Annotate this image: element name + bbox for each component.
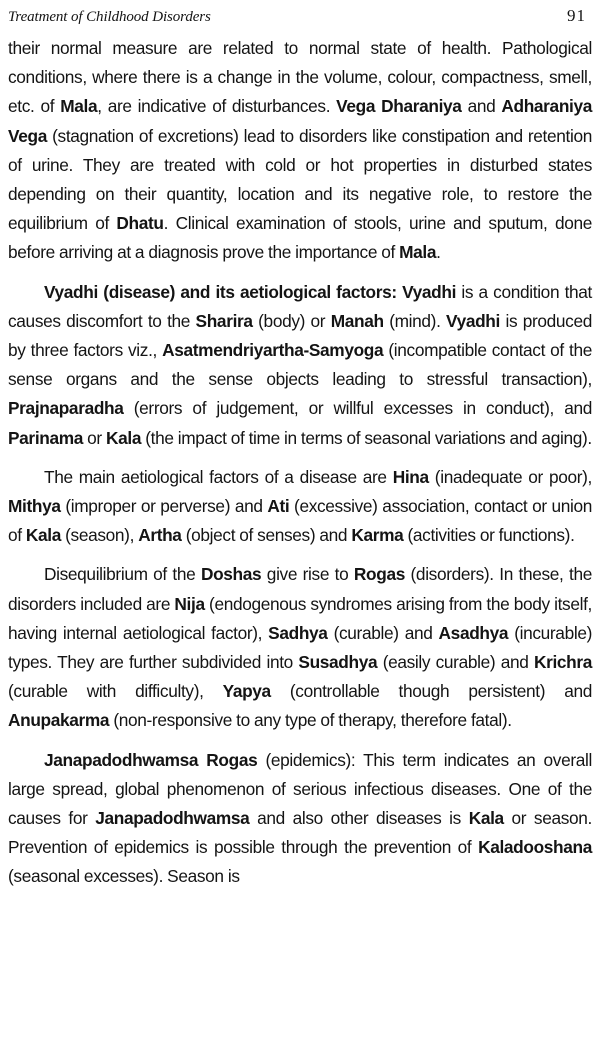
bold-term: Asatmendriyartha-Samyoga — [162, 340, 384, 361]
paragraph-aetiological-factors — [8, 463, 592, 551]
text-segment: (seasonal excesses). Season is — [8, 866, 240, 887]
bold-term: Yapya — [222, 681, 271, 702]
text-segment: or — [83, 427, 106, 448]
text-segment: and also other diseases is — [249, 808, 469, 829]
paragraph-janapadodhwamsa — [8, 746, 592, 892]
paragraph-vyadhi — [8, 278, 592, 453]
text-segment: (stagnation of excretions) lead to disorders like constipation and retention of urine. They are treated with cold or hot properties in disturbed states depending on their quantity, location and its negative role, to restore the equilibrium of — [8, 125, 592, 234]
bold-term: Dhatu — [116, 213, 164, 234]
text-segment: (inadequate or poor), — [428, 466, 592, 487]
bold-term: Anupakarma — [8, 710, 110, 731]
running-title: Treatment of Childhood Disorders — [8, 9, 211, 25]
text-segment: (epidemics): This term indicates an overall large spread, global phenomenon of serious infectious diseases. One of the causes for — [8, 749, 592, 829]
text-segment: , are indicative of disturbances. — [97, 96, 337, 117]
bold-term: Mala — [399, 242, 437, 263]
bold-term: Susadhya — [298, 652, 378, 673]
bold-term: Mala — [60, 96, 98, 117]
text-segment: (errors of judgement, or willful excesses in conduct), and — [123, 398, 592, 419]
bold-term: Kala — [25, 525, 61, 546]
bold-term: Vyadhi — [446, 310, 500, 331]
bold-term: Manah — [330, 310, 384, 331]
page-number: 91 — [567, 6, 586, 25]
text-segment: or season. Prevention of epidemics is possible through the prevention of — [8, 808, 592, 858]
bold-term: Parinama — [8, 427, 84, 448]
text-segment: (disorders). In these, the disorders included are — [8, 564, 592, 614]
bold-term: Janapadodhwamsa Rogas — [44, 749, 258, 770]
bold-term: Vyadhi (disease) and its aetiological factors: Vyadhi — [44, 281, 457, 302]
paragraph-mala — [8, 34, 592, 268]
paragraph-doshas-rogas — [8, 560, 592, 735]
text-segment: (curable) and — [327, 622, 439, 643]
text-segment: (body) or — [252, 310, 331, 331]
text-segment: (endogenous syndromes arising from the body itself, having internal aetiological factor), — [8, 593, 592, 643]
bold-term: Kala — [105, 427, 142, 448]
text-segment: . Clinical examination of stools, urine and sputum, done before arriving at a diagnosis prove the importance of — [8, 213, 592, 263]
text-segment: (the impact of time in terms of seasonal variations and aging). — [141, 427, 592, 448]
bold-term: Adharaniya Vega — [8, 96, 592, 146]
text-segment: (improper or perverse) and — [60, 496, 268, 517]
text-segment: and — [461, 96, 502, 117]
bold-term: Ati — [267, 496, 290, 517]
text-segment: The main aetiological factors of a disease are — [44, 466, 393, 487]
bold-term: Karma — [351, 525, 404, 546]
bold-term: Doshas — [200, 564, 262, 585]
bold-term: Rogas — [353, 564, 405, 585]
text-segment: (object of senses) and — [181, 525, 352, 546]
text-segment: (excessive) association, contact or union of — [8, 496, 592, 546]
body-text — [8, 34, 592, 892]
bold-term: Krichra — [533, 652, 592, 673]
text-segment: their normal measure are related to normal state of health. Pathological conditions, where there is a change in the volume, colour, compactness, smell, etc. of — [8, 38, 592, 117]
text-segment: (season), — [60, 525, 139, 546]
running-header — [8, 6, 592, 34]
text-segment: is a condition that causes discomfort to the — [8, 281, 592, 331]
text-segment: is produced by three factors viz., — [8, 310, 592, 361]
bold-term: Kala — [468, 808, 504, 829]
bold-term: Hina — [392, 466, 429, 487]
text-segment: give rise to — [261, 564, 354, 585]
text-segment: (activities or functions). — [403, 525, 575, 546]
text-segment: (controllable though persistent) and — [270, 681, 593, 702]
bold-term: Artha — [138, 525, 182, 546]
bold-term: Janapadodhwamsa — [95, 808, 250, 829]
text-segment: (mind). — [383, 310, 447, 331]
bold-term: Sadhya — [268, 622, 328, 643]
bold-term: Nija — [174, 593, 205, 614]
text-segment: (non-responsive to any type of therapy, therefore fatal). — [109, 710, 512, 731]
bold-term: Mithya — [8, 496, 61, 517]
text-segment: (incurable) types. They are further subdivided into — [8, 622, 592, 673]
text-segment: (easily curable) and — [377, 652, 534, 673]
text-segment: Disequilibrium of the — [44, 564, 201, 585]
bold-term: Sharira — [195, 310, 253, 331]
text-segment: . — [436, 242, 441, 263]
bold-term: Kaladooshana — [478, 837, 592, 858]
text-segment: (incompatible contact of the sense organs and the sense objects leading to stressful transaction), — [8, 340, 592, 390]
bold-term: Vega Dharaniya — [336, 96, 462, 117]
bold-term: Asadhya — [438, 622, 509, 643]
text-segment: (curable with difficulty), — [8, 681, 223, 702]
bold-term: Prajnaparadha — [8, 398, 124, 419]
